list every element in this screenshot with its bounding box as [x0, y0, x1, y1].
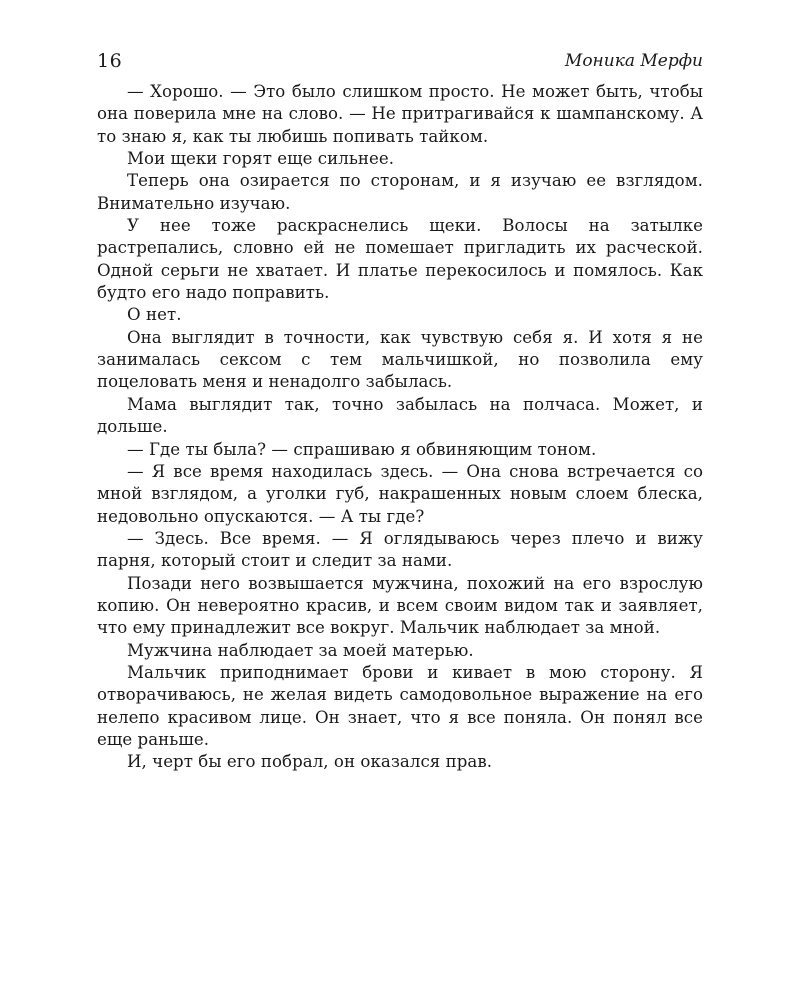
paragraph: Мужчина наблюдает за моей матерью.	[127, 640, 474, 660]
paragraph: Мама выглядит так, точно забылась на полчаса. Может, и дольше.	[97, 394, 703, 437]
paragraph: И, черт бы его побрал, он оказался прав.	[127, 752, 493, 772]
page-header	[97, 46, 703, 80]
paragraph: Теперь она озирается по сторонам, и я изучаю ее взглядом. Внимательно изучаю.	[97, 171, 703, 213]
paragraph: Мальчик приподнимает брови и кивает в мою сторону. Я отворачиваюсь, не желая видеть самодовольное выражение на его нелепо красивом лице. Он знает, что я все поняла. Он понял все еще раньше.	[97, 662, 703, 749]
paragraph: — Здесь. Все время. — Я оглядываюсь через плечо и вижу парня, который стоит и следит за нами.	[97, 528, 703, 571]
paragraph: — Я все время находилась здесь. — Она снова встречается со мной взглядом, а уголки губ, накрашенных новым слоем блеска, недовольно опускаются. — А ты где?	[97, 461, 703, 526]
paragraph: — Хорошо. — Это было слишком просто. Не может быть, чтобы она поверила мне на слово. — Не притрагивайся к шампанскому. А то знаю я, как ты любишь попивать тайком.	[97, 82, 703, 146]
paragraph: Она выглядит в точности, как чувствую себя я. И хотя я не занималась сексом с тем мальчишкой, но позволила ему поцеловать меня и ненадолго забылась.	[97, 327, 703, 392]
body-text	[97, 81, 703, 774]
paragraph: О нет.	[127, 305, 182, 325]
paragraph: Позади него возвышается мужчина, похожий на его взрослую копию. Он невероятно красив, и всем своим видом так и заявляет, что ему принадлежит все вокруг. Мальчик наблюдает за мной.	[97, 573, 703, 638]
paragraph: У нее тоже раскраснелись щеки. Волосы на затылке растрепались, словно ей не помешает пригладить их расческой. Одной серьги не хватает. И платье перекосилось и помялось. Как будто его надо поправить.	[97, 216, 703, 303]
paragraph: Мои щеки горят еще сильнее.	[127, 149, 395, 169]
running-title: Моника Мерфи	[564, 51, 703, 71]
page-number: 16	[97, 50, 123, 72]
paragraph: — Где ты была? — спрашиваю я обвиняющим тоном.	[127, 439, 597, 459]
book-page	[97, 46, 703, 774]
